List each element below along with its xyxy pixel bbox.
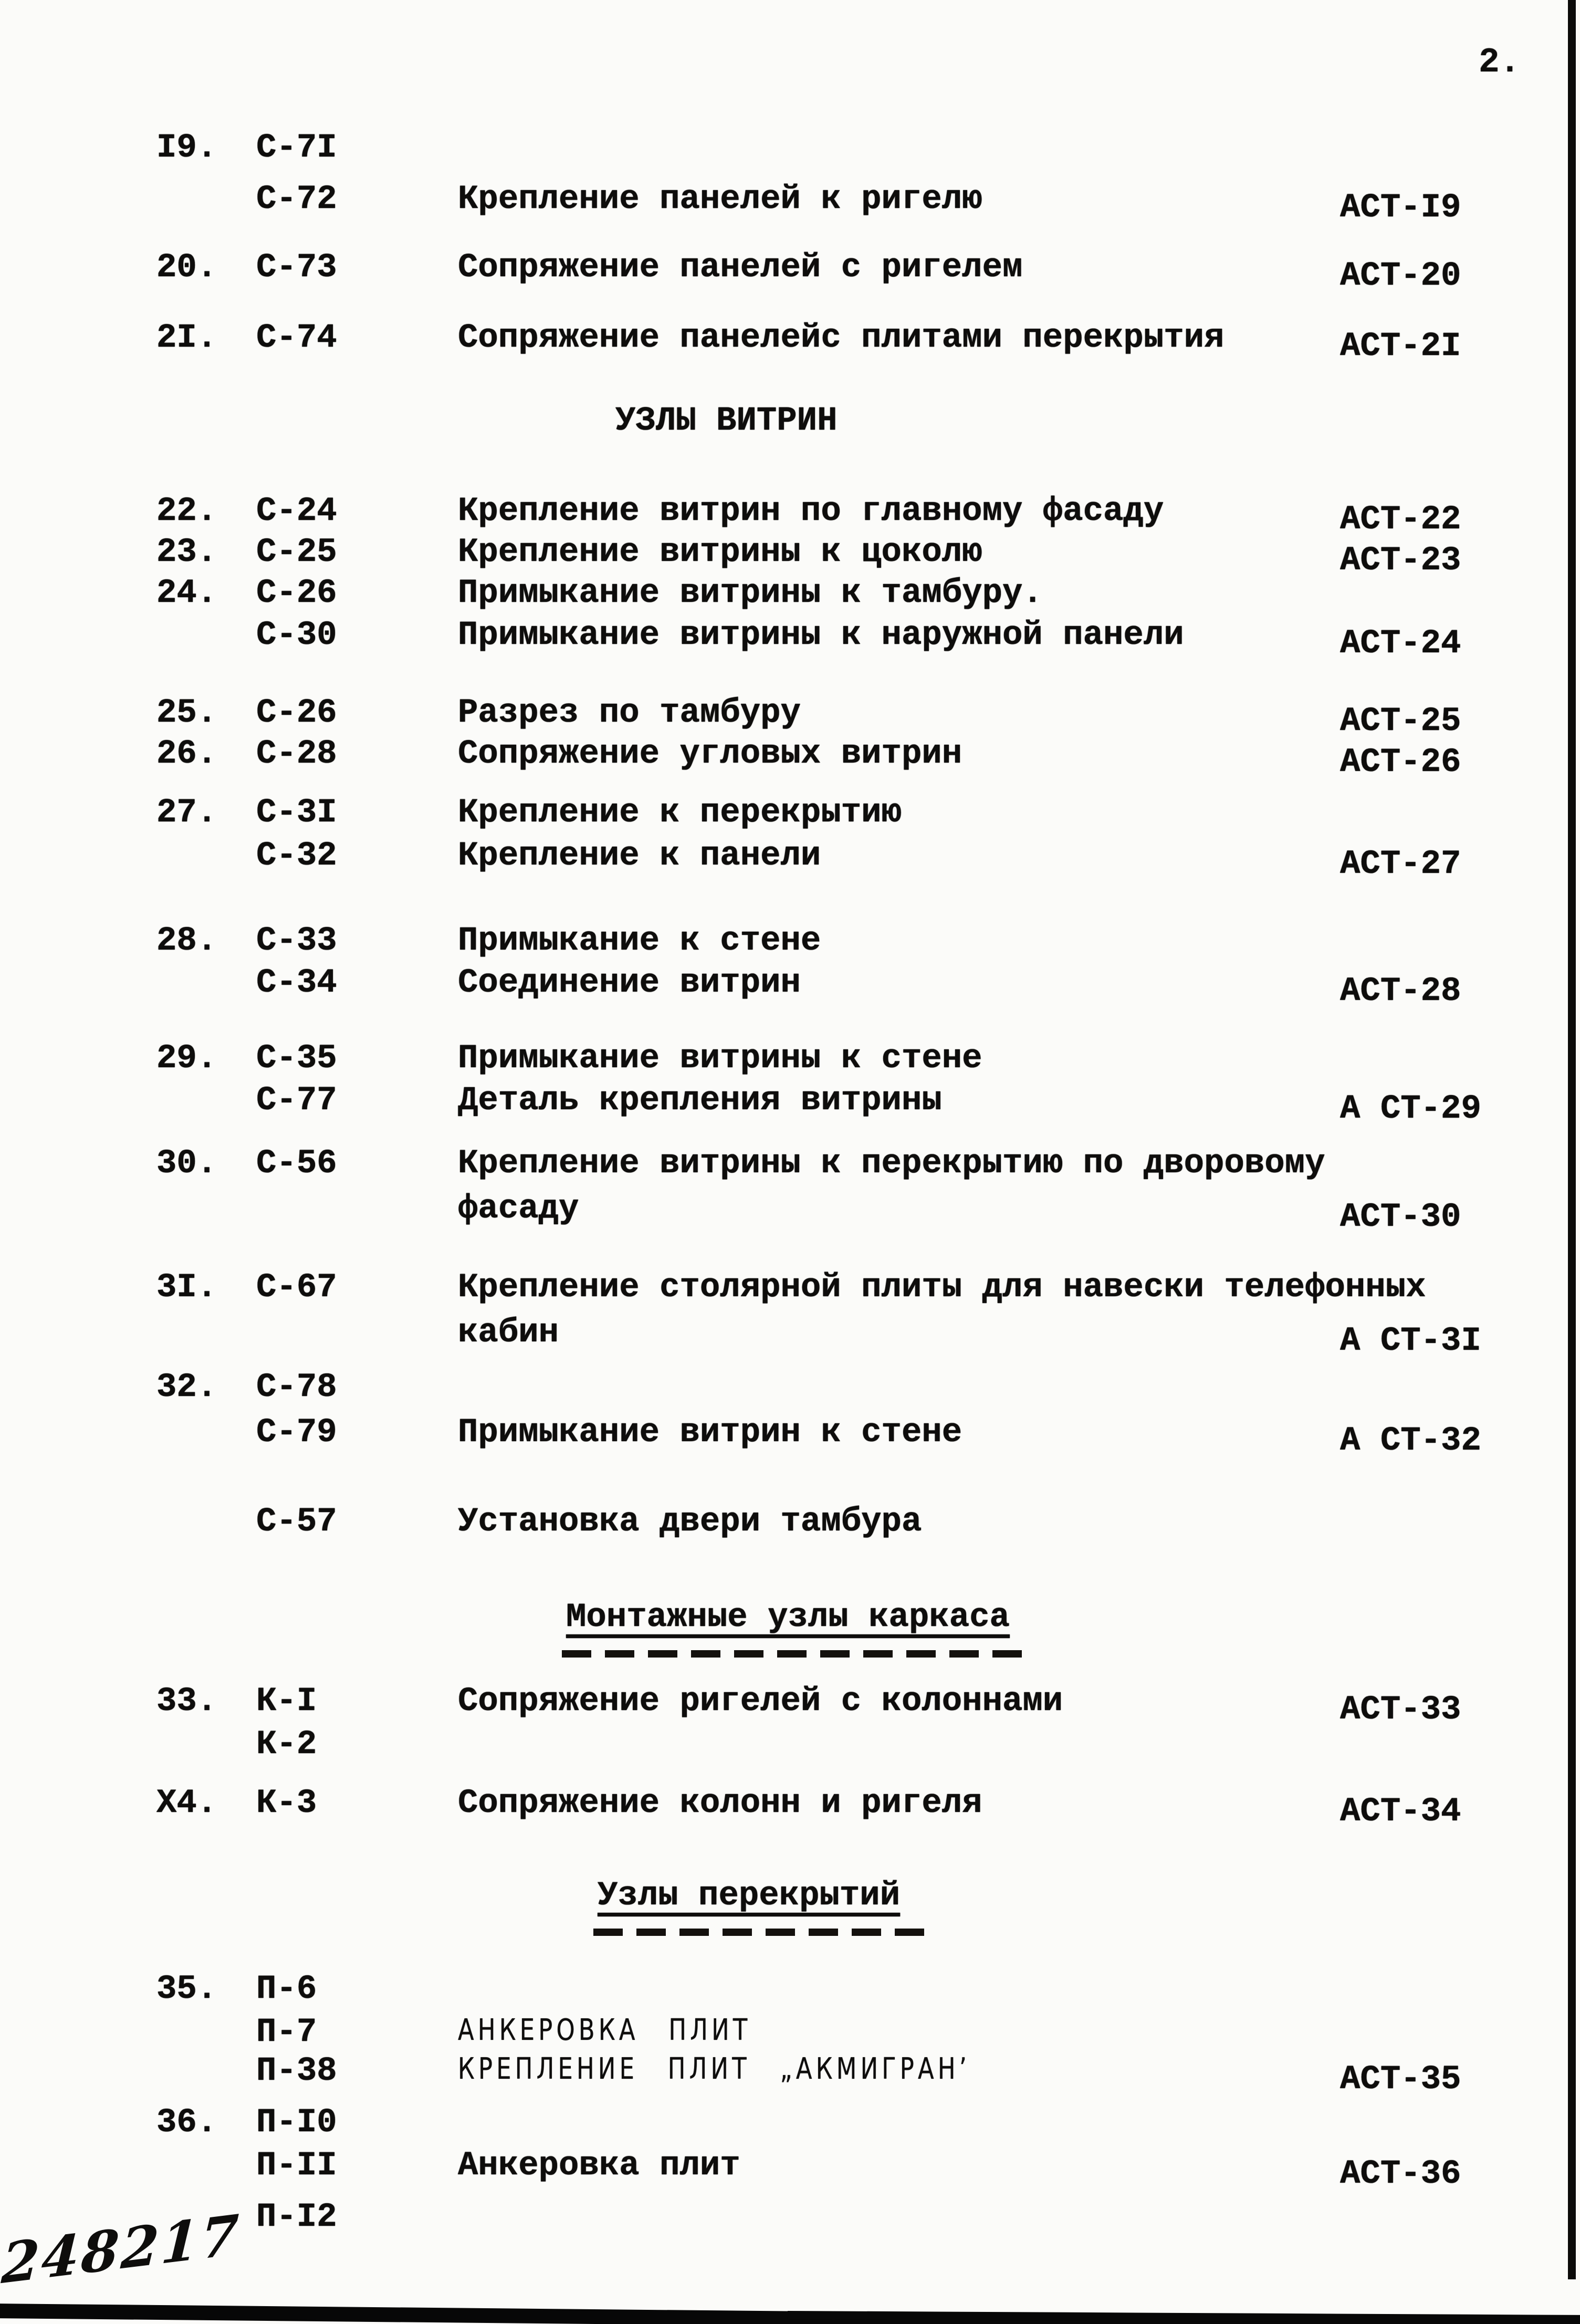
item-ref: А СТ-29 xyxy=(1340,1090,1481,1128)
item-desc: Анкеровка плит xyxy=(458,2147,740,2185)
item-code: С-26 xyxy=(256,694,337,732)
item-ref: АСТ-30 xyxy=(1340,1199,1461,1236)
item-desc: Примыкание витрины к стене xyxy=(458,1040,982,1078)
item-ref: АСТ-28 xyxy=(1340,973,1461,1010)
item-code: С-73 xyxy=(256,249,337,287)
item-desc: Крепление витрины к цоколю xyxy=(458,534,982,571)
item-ref: АСТ-23 xyxy=(1340,542,1461,580)
item-ref: АСТ-33 xyxy=(1340,1691,1461,1729)
item-desc: Сопряжение угловых витрин xyxy=(458,735,962,773)
item-code: С-33 xyxy=(256,922,337,960)
item-desc: Крепление к перекрытию xyxy=(458,794,902,832)
section-heading: Монтажные узлы каркаса xyxy=(566,1599,1010,1637)
item-code: С-77 xyxy=(256,1082,337,1120)
item-ref: АСТ-25 xyxy=(1340,703,1461,741)
item-desc: Деталь крепления витрины xyxy=(458,1082,942,1120)
item-code: С-78 xyxy=(256,1369,337,1406)
item-number: Х4. xyxy=(156,1785,217,1822)
item-code: С-56 xyxy=(256,1145,337,1183)
item-number: 20. xyxy=(156,249,217,287)
item-desc: Сопряжение ригелей с колоннами xyxy=(458,1683,1063,1721)
item-desc: Установка двери тамбура xyxy=(458,1503,922,1541)
item-code: С-32 xyxy=(256,837,337,875)
page-number: 2. xyxy=(1479,43,1521,82)
item-desc: фасаду xyxy=(458,1190,579,1228)
item-code: С-3I xyxy=(256,794,337,832)
handwritten-number: 248217 xyxy=(0,2202,243,2297)
item-desc: Крепление столярной плиты для навески телефонных xyxy=(458,1269,1426,1307)
item-code: С-35 xyxy=(256,1040,337,1078)
item-ref: АСТ-24 xyxy=(1340,625,1461,663)
item-desc: Крепление витрины к перекрытию по дворовому xyxy=(458,1145,1325,1183)
item-code: П-6 xyxy=(256,1971,317,2008)
item-code: П-I0 xyxy=(256,2104,337,2142)
item-desc: Соединение витрин xyxy=(458,964,801,1002)
item-desc: Крепление витрин по главному фасаду xyxy=(458,493,1164,530)
item-ref: А СТ-32 xyxy=(1340,1422,1481,1460)
scan-edge-line xyxy=(1568,0,1576,2279)
item-code: С-57 xyxy=(256,1503,337,1541)
item-number: 29. xyxy=(156,1040,217,1078)
item-desc: АНКЕРОВКА ПЛИТ xyxy=(458,2013,751,2047)
item-number: 28. xyxy=(156,922,217,960)
item-code: С-25 xyxy=(256,534,337,571)
item-number: 27. xyxy=(156,794,217,832)
item-number: 35. xyxy=(156,1971,217,2008)
item-ref: АСТ-22 xyxy=(1340,501,1461,539)
item-number: 26. xyxy=(156,735,217,773)
item-desc: Разрез по тамбуру xyxy=(458,694,801,732)
item-number: I9. xyxy=(156,129,217,167)
item-code: С-28 xyxy=(256,735,337,773)
item-desc: Сопряжение колонн и ригеля xyxy=(458,1785,982,1822)
section-heading: Узлы перекрытий xyxy=(598,1877,901,1915)
item-number: 32. xyxy=(156,1369,217,1406)
item-code: С-26 xyxy=(256,575,337,612)
item-desc: Сопряжение панелейс плитами перекрытия xyxy=(458,319,1225,357)
item-number: 25. xyxy=(156,694,217,732)
item-desc: Примыкание к стене xyxy=(458,922,821,960)
section-heading: УЗЛЫ ВИТРИН xyxy=(615,402,838,440)
item-code: С-34 xyxy=(256,964,337,1002)
item-code: С-79 xyxy=(256,1414,337,1452)
item-ref: А СТ-3I xyxy=(1340,1322,1481,1360)
item-code: С-72 xyxy=(256,181,337,218)
item-desc: Крепление панелей к ригелю xyxy=(458,181,982,218)
item-code: П-38 xyxy=(256,2052,337,2090)
item-desc: Примыкание витрины к тамбуру. xyxy=(458,575,1043,612)
item-code: С-24 xyxy=(256,493,337,530)
item-number: 3I. xyxy=(156,1269,217,1307)
item-code: К-3 xyxy=(256,1785,317,1822)
item-ref: АСТ-26 xyxy=(1340,744,1461,781)
item-number: 22. xyxy=(156,493,217,530)
item-code: К-I xyxy=(256,1683,317,1721)
item-number: 2I. xyxy=(156,319,217,357)
item-code: П-7 xyxy=(256,2014,317,2051)
item-ref: АСТ-36 xyxy=(1340,2155,1461,2193)
item-ref: АСТ-2I xyxy=(1340,328,1461,366)
item-number: 23. xyxy=(156,534,217,571)
item-ref: АСТ-35 xyxy=(1340,2061,1461,2099)
item-desc: Сопряжение панелей с ригелем xyxy=(458,249,1023,287)
item-number: 36. xyxy=(156,2104,217,2142)
item-desc: Крепление к панели xyxy=(458,837,821,875)
item-desc: Примыкание витрины к наружной панели xyxy=(458,617,1184,654)
item-desc: КРЕПЛЕНИЕ ПЛИТ „АКМИГРАН’ xyxy=(458,2052,971,2086)
item-ref: АСТ-20 xyxy=(1340,257,1461,295)
item-ref: АСТ-27 xyxy=(1340,846,1461,883)
item-number: 24. xyxy=(156,575,217,612)
item-code: П-I2 xyxy=(256,2198,337,2236)
item-number: 33. xyxy=(156,1683,217,1721)
item-number: 30. xyxy=(156,1145,217,1183)
item-ref: АСТ-I9 xyxy=(1340,189,1461,227)
item-code: П-II xyxy=(256,2147,337,2185)
item-code: С-7I xyxy=(256,129,337,167)
item-desc: Примыкание витрин к стене xyxy=(458,1414,962,1452)
item-code: С-67 xyxy=(256,1269,337,1307)
item-code: С-74 xyxy=(256,319,337,357)
item-code: С-30 xyxy=(256,617,337,654)
item-desc: кабин xyxy=(458,1314,559,1352)
item-ref: АСТ-34 xyxy=(1340,1793,1461,1831)
item-code: К-2 xyxy=(256,1726,317,1764)
